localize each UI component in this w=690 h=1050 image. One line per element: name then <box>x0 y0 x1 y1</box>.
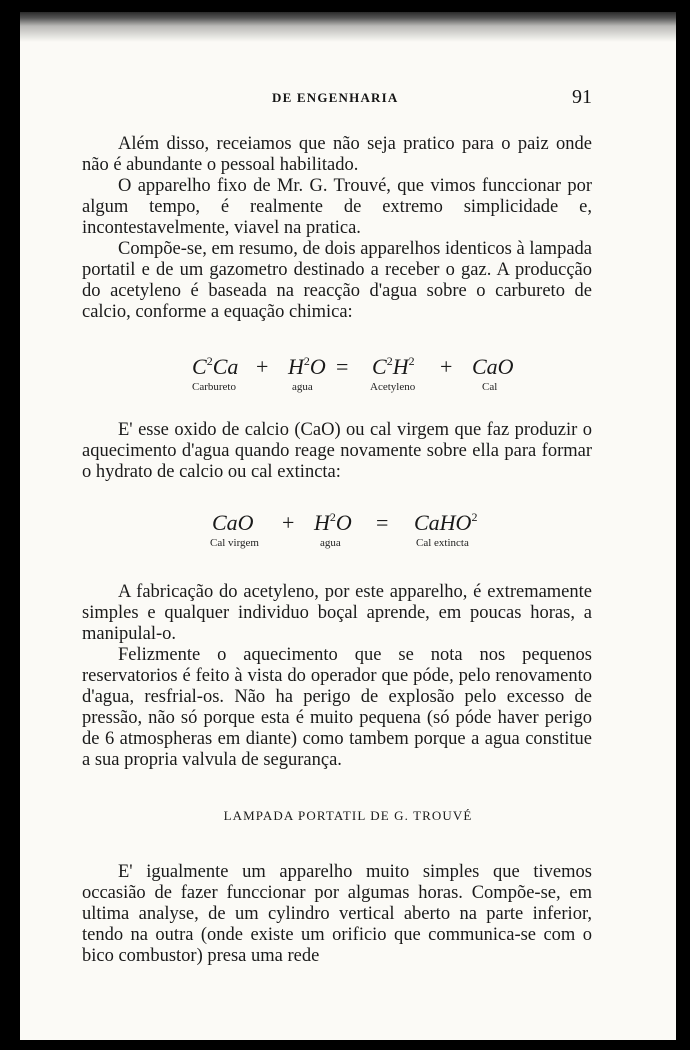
text-block-intro <box>82 134 592 323</box>
eq-term-acetylene: $C^2H^2$ <box>372 354 415 379</box>
eq-term-slaked-lime: CaHO$^2$ <box>414 510 478 535</box>
text-block-fabrication <box>82 582 592 771</box>
eq-plus: + <box>440 354 453 379</box>
eq-caption: Acetyleno <box>370 381 416 393</box>
paragraph: Compõe-se, em resumo, de dois apparelhos identicos à lampada portatil e de um gazometro destinado a receber o gaz. A producção do acetyleno é baseada na reacção d'agua sobre o carbureto de calcio, conforme a equação chimica: <box>82 239 592 322</box>
eq-term-carbide: $C^2Ca$ <box>192 354 239 379</box>
paragraph: E' igualmente um apparelho muito simples que tivemos occasião de fazer funccionar por algumas horas. Compõe-se, em ultima analyse, de um cylindro vertical aberto na parte inferior, tendo na outra (onde existe um orificio que communica-se com o bico combustor) presa uma rede <box>82 862 592 966</box>
equation-lime-water <box>20 510 676 556</box>
equation-carbide-water <box>20 354 676 400</box>
eq-term-water: $H^2O$ <box>314 510 352 535</box>
eq-plus: + <box>282 510 295 535</box>
eq-term-quicklime: CaO <box>212 510 254 535</box>
eq-caption: agua <box>292 381 313 393</box>
running-header <box>20 86 676 110</box>
scan-edge-shadow <box>20 12 676 42</box>
eq-equals: = <box>336 354 349 379</box>
eq-caption: agua <box>320 537 341 549</box>
eq-term-lime: CaO <box>472 354 514 379</box>
eq-caption: Cal <box>482 381 498 393</box>
eq-caption: Carbureto <box>192 381 236 393</box>
paragraph: A fabricação do acetyleno, por este apparelho, é extremamente simples e qualquer individuo boçal aprende, em poucas horas, a manipulal-o. <box>82 582 592 644</box>
eq-term-water: $H^2O$ <box>288 354 326 379</box>
book-page <box>20 12 676 1040</box>
text-block-oxide <box>82 420 592 483</box>
eq-equals: = <box>376 510 389 535</box>
eq-plus: + <box>256 354 269 379</box>
eq-caption: Cal virgem <box>210 537 259 549</box>
text-block-portable-lamp <box>82 862 592 967</box>
section-heading: LAMPADA PORTATIL DE G. TROUVÉ <box>223 808 473 823</box>
paragraph: E' esse oxido de calcio (CaO) ou cal virgem que faz produzir o aquecimento d'agua quando reage novamente sobre ella para formar o hydrato de calcio ou cal extincta: <box>82 420 592 482</box>
paragraph: O apparelho fixo de Mr. G. Trouvé, que vimos funccionar por algum tempo, é realmente de extremo simplicidade e, incontestavelmente, viavel na pratica. <box>82 176 592 238</box>
paragraph: Além disso, receiamos que não seja pratico para o paiz onde não é abundante o pessoal habilitado. <box>82 134 592 175</box>
header-title: DE ENGENHARIA <box>272 90 399 105</box>
eq-caption: Cal extincta <box>416 537 469 549</box>
page-number: 91 <box>572 86 592 108</box>
paragraph: Felizmente o aquecimento que se nota nos pequenos reservatorios é feito à vista do operador que póde, pelo renovamento d'agua, resfrial-os. Não ha perigo de explosão pelo excesso de pressão, não só porque esta é muito pequena (só póde haver perigo de 6 atmospheras em diante) como tambem porque a agua constitue a sua propria valvula de segurança. <box>82 645 592 770</box>
